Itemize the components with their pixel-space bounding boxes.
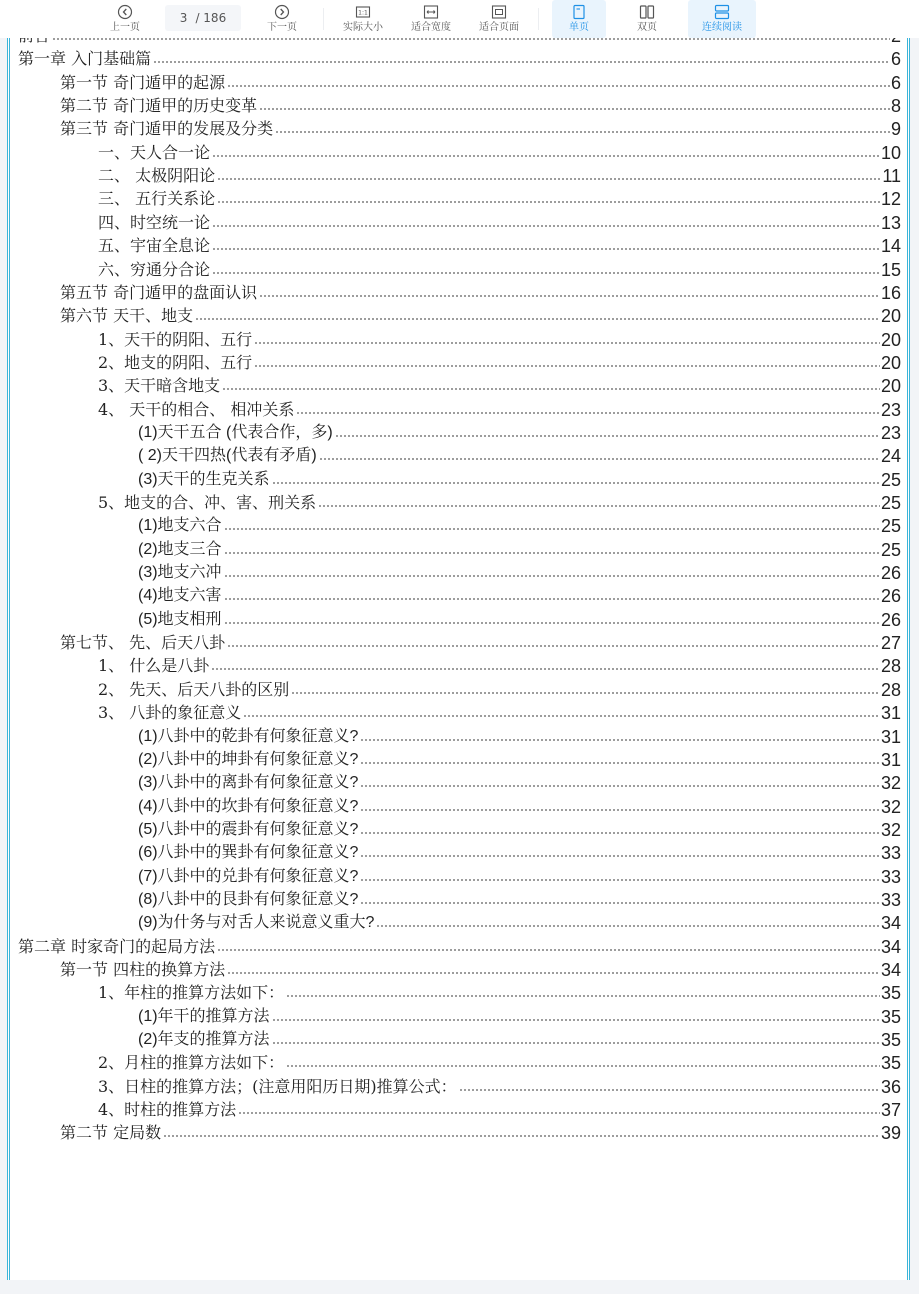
dot-leader xyxy=(212,224,880,228)
toc-entry[interactable] xyxy=(10,585,907,607)
toc-entry-page-number: 26 xyxy=(880,586,901,607)
toc-entry-title: (1)地支六合 xyxy=(138,517,222,535)
toc-entry-title: (1)年干的推算方法 xyxy=(138,1007,270,1025)
toc-entry[interactable] xyxy=(10,562,907,584)
toc-entry-page-number: 31 xyxy=(880,726,901,747)
toc-entry-title: 1、年柱的推算方法如下： xyxy=(98,983,285,1003)
toc-entry[interactable] xyxy=(10,515,907,537)
toc-entry-page-number: 16 xyxy=(880,282,901,303)
single-page-label: 单页 xyxy=(569,22,589,33)
toc-entry[interactable] xyxy=(10,259,907,281)
toc-entry-title: (1)八卦中的乾卦有何象征意义? xyxy=(138,727,359,745)
dot-leader xyxy=(227,84,890,88)
pdf-page xyxy=(7,38,910,1280)
toc-entry[interactable] xyxy=(10,1029,907,1051)
toc-entry-page-number: 25 xyxy=(880,516,901,537)
dot-leader xyxy=(360,901,880,905)
toc-entry[interactable] xyxy=(10,375,907,397)
next-page-label: 下一页 xyxy=(267,22,297,33)
dot-leader xyxy=(217,177,881,181)
toc-entry[interactable] xyxy=(10,422,907,444)
toc-entry[interactable] xyxy=(10,95,907,117)
dot-leader xyxy=(217,200,880,204)
toc-entry[interactable] xyxy=(10,72,907,94)
toc-entry-page-number: 14 xyxy=(880,236,901,257)
dot-leader xyxy=(224,527,880,531)
one-to-one-icon xyxy=(355,4,371,20)
prev-page-label: 上一页 xyxy=(110,22,140,33)
toc-entry-title: (5)八卦中的震卦有何象征意义? xyxy=(138,820,359,838)
dot-leader xyxy=(195,317,880,321)
fit-page-button[interactable] xyxy=(472,0,526,38)
toc-entry-title: 2、地支的阴阳、五行 xyxy=(98,352,253,372)
toc-entry[interactable] xyxy=(10,212,907,234)
toc-entry-title: 第二节 定局数 xyxy=(60,1123,162,1143)
toc-entry-title: (2)地支三合 xyxy=(138,540,222,558)
toc-entry-title: 第一节 四柱的换算方法 xyxy=(60,960,226,979)
toc-entry-page-number: 31 xyxy=(880,749,901,770)
toc-entry-title: 2、 先天、后天八卦的区别 xyxy=(98,679,290,699)
toc-entry-page-number: 20 xyxy=(880,306,901,327)
toc-entry[interactable] xyxy=(10,936,907,958)
toc-entry[interactable] xyxy=(10,492,907,514)
dot-leader xyxy=(153,60,890,64)
dot-leader xyxy=(212,271,880,275)
toc-entry-title: 第五节 奇门遁甲的盘面认识 xyxy=(60,282,258,302)
dot-leader xyxy=(335,434,880,438)
toc-entry-page-number: 39 xyxy=(880,1123,901,1144)
toc-entry-title: (5)地支相刑 xyxy=(138,610,222,628)
toc-entry-title: 5、地支的合、冲、害、刑关系 xyxy=(98,493,317,512)
svg-text:1:1: 1:1 xyxy=(358,9,368,17)
toc-entry-page-number: 10 xyxy=(880,142,901,163)
toc-entry-title: (4)地支六害 xyxy=(138,587,222,605)
page-number-box[interactable] xyxy=(165,5,241,31)
toc-entry-title: 第三节 奇门遁甲的发展及分类 xyxy=(60,119,274,139)
toc-entry-page-number: 25 xyxy=(880,493,901,513)
toc-entry-title: (8)八卦中的艮卦有何象征意义? xyxy=(138,890,359,908)
dot-leader xyxy=(272,1018,880,1022)
toc-entry-title: 2、月柱的推算方法如下： xyxy=(98,1053,285,1073)
dot-leader xyxy=(259,107,890,111)
toc-entry-page-number: 13 xyxy=(880,212,901,233)
toc-entry-page-number: 32 xyxy=(880,773,901,794)
toc-entry-page-number: 37 xyxy=(880,1100,901,1121)
toc-entry-title: (7)八卦中的兑卦有何象征意义? xyxy=(138,867,359,885)
toc-entry[interactable] xyxy=(10,445,907,467)
toc-entry-page-number: 23 xyxy=(880,422,901,443)
toc-entry-page-number: 20 xyxy=(880,376,901,397)
dot-leader xyxy=(224,574,880,578)
dot-leader xyxy=(224,621,880,625)
single-page-icon xyxy=(571,4,587,20)
toc-entry-page-number: 12 xyxy=(880,189,901,210)
toc-entry-page-number: 31 xyxy=(880,703,901,724)
dot-leader xyxy=(318,504,880,508)
dot-leader xyxy=(238,1111,880,1115)
toc-entry[interactable] xyxy=(10,282,907,304)
toc-entry-title: 3、日柱的推算方法；(注意用阳历日期)推算公式： xyxy=(98,1076,457,1096)
toc-entry-title: 二、 太极阴阳论 xyxy=(98,166,216,186)
toc-entry[interactable] xyxy=(10,1099,907,1121)
toc-entry[interactable] xyxy=(10,772,907,794)
toolbar-divider xyxy=(323,8,324,30)
toc-entry-title: 第七节、 先、后天八卦 xyxy=(60,633,226,653)
toc-entry-page-number: 27 xyxy=(880,633,901,654)
toc-entry-page-number: 32 xyxy=(880,796,901,817)
toc-entry-title: 4、时柱的推算方法 xyxy=(98,1100,237,1120)
fit-width-icon xyxy=(423,4,439,20)
dot-leader xyxy=(259,294,880,298)
toc-entry-title: 3、 八卦的象征意义 xyxy=(98,703,242,723)
toc-entry[interactable] xyxy=(10,749,907,771)
toc-entry-page-number: 33 xyxy=(880,866,901,887)
continuous-read-button[interactable] xyxy=(688,0,756,38)
toc-entry-page-number: 11 xyxy=(882,166,901,187)
dot-leader xyxy=(212,247,880,251)
toc-entry-title: 第二节 奇门遁甲的历史变革 xyxy=(60,96,258,116)
toc-entry-page-number: 26 xyxy=(880,563,901,584)
prev-page-button[interactable] xyxy=(100,0,150,38)
toc-entry[interactable] xyxy=(10,142,907,164)
toc-entry-title: 第六节 天干、地支 xyxy=(60,306,194,326)
toc-entry-title: 3、天干暗含地支 xyxy=(98,376,221,396)
toc-entry-page-number: 20 xyxy=(880,352,901,373)
toc-entry-page-number: 35 xyxy=(880,1030,901,1051)
dot-leader xyxy=(254,341,880,345)
toc-entry-page-number: 28 xyxy=(880,656,901,677)
toc-entry-page-number: 33 xyxy=(880,843,901,864)
toc-entry[interactable] xyxy=(10,399,907,421)
viewer-bottom-bar xyxy=(0,1280,919,1294)
toc-entry-page-number: 34 xyxy=(880,960,901,980)
next-page-button[interactable] xyxy=(257,0,307,38)
toc-entry[interactable] xyxy=(10,959,907,981)
dot-leader xyxy=(286,1064,880,1068)
toc-entry-page-number: 25 xyxy=(880,469,901,490)
dot-leader xyxy=(272,481,880,485)
page-current-input[interactable]: 3 xyxy=(179,11,188,25)
toc-entry[interactable] xyxy=(10,866,907,888)
toc-entry-page-number: 9 xyxy=(890,119,901,140)
continuous-read-label: 连续阅读 xyxy=(702,22,742,33)
toc-entry-title: (3)天干的生克关系 xyxy=(138,470,270,488)
toc-entry[interactable] xyxy=(10,1122,907,1144)
toc-entry[interactable] xyxy=(10,679,907,701)
dot-leader xyxy=(227,644,880,648)
toc-entry[interactable] xyxy=(10,1076,907,1098)
toolbar-divider xyxy=(538,8,539,30)
dot-leader xyxy=(243,714,880,718)
toc-entry[interactable] xyxy=(10,655,907,677)
toc-entry[interactable] xyxy=(10,842,907,864)
double-page-button[interactable] xyxy=(620,0,674,38)
toc-entry-title: 一、天人合一论 xyxy=(98,142,211,162)
toc-entry[interactable] xyxy=(10,632,907,654)
document-viewer[interactable] xyxy=(0,38,919,1280)
toc-entry-title: 第一章 入门基础篇 xyxy=(18,49,152,69)
toc-entry-title: (4)八卦中的坎卦有何象征意义? xyxy=(138,797,359,815)
toc-entry[interactable] xyxy=(10,912,907,934)
toc-entry-title: 三、 五行关系论 xyxy=(98,189,216,209)
toc-entry[interactable] xyxy=(10,1006,907,1028)
toc-entry-page-number: 34 xyxy=(880,936,901,957)
dot-leader xyxy=(360,738,880,742)
toc-entry-page-number: 6 xyxy=(890,49,901,70)
dot-leader xyxy=(211,667,880,671)
toc-entry-page-number: 35 xyxy=(880,983,901,1004)
dot-leader xyxy=(360,878,880,882)
continuous-read-icon xyxy=(714,4,730,20)
dot-leader xyxy=(275,130,890,134)
fit-page-label: 适合页面 xyxy=(479,22,519,33)
toc-entry[interactable] xyxy=(10,609,907,631)
toc-entry-title: (2)年支的推算方法 xyxy=(138,1031,270,1049)
dot-leader xyxy=(360,761,880,765)
toc-entry[interactable] xyxy=(10,1052,907,1074)
toc-entry[interactable] xyxy=(10,305,907,327)
dot-leader xyxy=(222,387,880,391)
toc-entry[interactable] xyxy=(10,889,907,911)
dot-leader xyxy=(217,948,880,952)
toc-entry[interactable] xyxy=(10,235,907,257)
toc-entry-title: 六、穷通分合论 xyxy=(98,259,211,279)
dot-leader xyxy=(224,597,880,601)
toolbar xyxy=(0,0,919,38)
toc-entry-title: 第二章 时家奇门的起局方法 xyxy=(18,936,216,956)
toc-entry-title: (3)八卦中的离卦有何象征意义? xyxy=(138,774,359,792)
toc-entry-page-number: 35 xyxy=(880,1053,901,1074)
dot-leader xyxy=(376,924,880,928)
dot-leader xyxy=(163,1134,880,1138)
toc-entry[interactable] xyxy=(10,796,907,818)
dot-leader xyxy=(224,551,880,555)
toc-entry-page-number: 20 xyxy=(880,329,901,350)
toc-entry[interactable] xyxy=(10,982,907,1004)
fit-width-label: 适合宽度 xyxy=(411,22,451,33)
toc-entry[interactable] xyxy=(10,165,907,187)
toc-entry[interactable] xyxy=(10,702,907,724)
toc-entry-title: (9)为什务与对舌人来说意义重大? xyxy=(138,914,375,932)
toc-entry[interactable] xyxy=(10,819,907,841)
toc-entry-page-number: 33 xyxy=(880,889,901,910)
dot-leader xyxy=(319,457,880,461)
toc-entry[interactable] xyxy=(10,352,907,374)
dot-leader xyxy=(291,691,880,695)
dot-leader xyxy=(360,831,880,835)
toc-entry[interactable] xyxy=(10,48,907,70)
single-page-button[interactable] xyxy=(552,0,606,38)
toc-entry[interactable] xyxy=(10,469,907,491)
toc-entry-page-number: 23 xyxy=(880,399,901,420)
dot-leader xyxy=(296,411,880,415)
dot-leader xyxy=(286,994,880,998)
toc-entry-title: 第一节 奇门遁甲的起源 xyxy=(60,72,226,92)
toc-entry-page-number: 8 xyxy=(890,96,901,117)
toc-entry-title: 1、 什么是八卦 xyxy=(98,656,210,676)
toc-entry[interactable] xyxy=(10,539,907,561)
dot-leader xyxy=(227,971,880,975)
toc-entry-title: (2)八卦中的坤卦有何象征意义? xyxy=(138,750,359,768)
toc-entry-title: 五、宇宙全息论 xyxy=(98,236,211,256)
toc-entry-page-number: 28 xyxy=(880,679,901,700)
fit-width-button[interactable] xyxy=(404,0,458,38)
actual-size-button[interactable] xyxy=(336,0,390,38)
toc-entry-page-number: 32 xyxy=(880,819,901,840)
dot-leader xyxy=(254,364,880,368)
toc-entry-page-number: 34 xyxy=(880,913,901,934)
actual-size-label: 实际大小 xyxy=(343,22,383,33)
toc-entry[interactable] xyxy=(10,188,907,210)
dot-leader xyxy=(360,808,880,812)
dot-leader xyxy=(212,154,880,158)
toc-entry-title: 1、天干的阴阳、五行 xyxy=(98,329,253,349)
toc-entry-title: (3)地支六冲 xyxy=(138,564,222,582)
toc-entry[interactable] xyxy=(10,329,907,351)
toc-entry[interactable] xyxy=(10,726,907,748)
toc-entry-title: 四、时空统一论 xyxy=(98,212,211,232)
dot-leader xyxy=(360,784,880,788)
fit-page-icon xyxy=(491,4,507,20)
toc-entry-page-number: 25 xyxy=(880,539,901,560)
toc-entry-page-number: 36 xyxy=(880,1076,901,1097)
toc-entry[interactable] xyxy=(10,118,907,140)
chevron-left-circle-icon xyxy=(117,4,133,20)
toc-entry-title: 4、 天干的相合、 相冲关系 xyxy=(98,399,295,419)
dot-leader xyxy=(360,854,880,858)
dot-leader xyxy=(459,1088,880,1092)
toc-entry-page-number: 35 xyxy=(880,1006,901,1027)
double-page-label: 双页 xyxy=(637,22,657,33)
toc-entry-title: ( 2)天干四热(代表有矛盾) xyxy=(138,447,317,465)
toc-entry-title: (1)天干五合 (代表合作，多) xyxy=(138,423,333,441)
page-total: / 186 xyxy=(195,11,227,25)
toc-entry-page-number: 15 xyxy=(880,259,901,280)
toc-entry-page-number: 6 xyxy=(890,72,901,93)
dot-leader xyxy=(272,1041,880,1045)
double-page-icon xyxy=(639,4,655,20)
toc-entry-title: (6)八卦中的巽卦有何象征意义? xyxy=(138,844,359,862)
toc-entry-page-number: 26 xyxy=(880,609,901,630)
chevron-right-circle-icon xyxy=(274,4,290,20)
toc-entry-page-number: 24 xyxy=(880,446,901,467)
